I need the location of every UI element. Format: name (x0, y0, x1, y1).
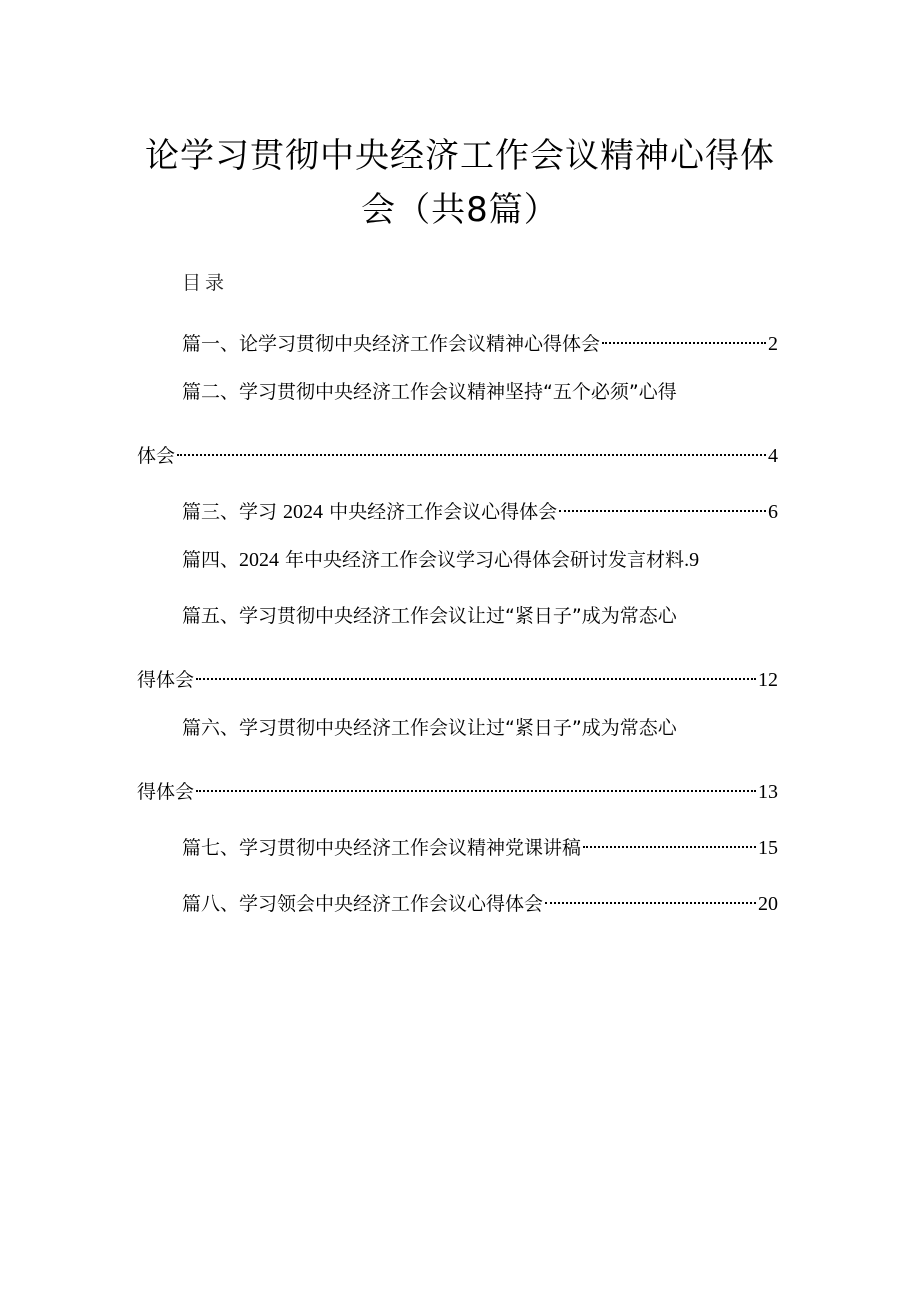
toc-entry-text: 篇六、学习贯彻中央经济工作会议让过“紧日子”成为常态心 (182, 717, 677, 739)
toc-entry-text-prefix: 篇四、 (182, 549, 240, 571)
toc-entry-4[interactable] (182, 546, 699, 574)
toc-entry-text-continued: 得体会 (137, 781, 195, 803)
toc-leader-dots (583, 826, 756, 854)
toc-entry-5-line1[interactable] (182, 602, 677, 630)
toc-entry-year: 2024 (283, 501, 324, 523)
toc-entry-8[interactable] (182, 882, 778, 918)
toc-entry-7[interactable] (182, 826, 778, 862)
toc-entry-2-line2[interactable] (137, 434, 778, 470)
toc-page-number: 15 (758, 837, 778, 859)
document-title-line1: 论学习贯彻中央经济工作会议精神心得体 (145, 136, 775, 176)
toc-entry-text-continued: 体会 (137, 445, 176, 467)
document-title-line2: 会（共8篇） (361, 190, 559, 230)
toc-page-number: 13 (758, 781, 778, 803)
toc-page-number: 2 (768, 333, 778, 355)
toc-page-number: .9 (684, 549, 700, 571)
toc-entry-3[interactable] (182, 490, 778, 526)
toc-page-number: 12 (758, 669, 778, 691)
toc-entry-text: 篇八、学习领会中央经济工作会议心得体会 (182, 893, 544, 915)
toc-leader-dots (559, 490, 766, 518)
toc-leader-dots (196, 658, 756, 686)
toc-entry-5-line2[interactable] (137, 658, 778, 694)
toc-entry-text (182, 546, 684, 574)
toc-entry-text: 篇二、学习贯彻中央经济工作会议精神坚持“五个必须”心得 (182, 381, 677, 403)
toc-entry-text (182, 498, 557, 526)
toc-entry-text-prefix: 篇三、学习 (182, 501, 284, 523)
toc-entry-text-suffix: 中央经济工作会议心得体会 (323, 501, 558, 523)
toc-entry-6-line2[interactable] (137, 770, 778, 806)
toc-entry-text: 篇一、论学习贯彻中央经济工作会议精神心得体会 (182, 333, 601, 355)
toc-entry-1[interactable] (182, 322, 778, 358)
toc-page-number: 20 (758, 893, 778, 915)
toc-leader-dots (602, 322, 766, 350)
toc-entry-2-line1[interactable] (182, 378, 677, 406)
toc-page-number: 6 (768, 501, 778, 523)
toc-entry-text-continued: 得体会 (137, 669, 195, 691)
toc-entry-text: 篇七、学习贯彻中央经济工作会议精神党课讲稿 (182, 837, 582, 859)
toc-leader-dots (545, 882, 756, 910)
toc-leader-dots (177, 434, 766, 462)
toc-entry-text-suffix: 年中央经济工作会议学习心得体会研讨发言材料 (279, 549, 685, 571)
toc-page-number: 4 (768, 445, 778, 467)
toc-entry-6-line1[interactable] (182, 714, 677, 742)
toc-entry-year: 2024 (239, 549, 280, 571)
toc-heading: 目录 (182, 272, 229, 294)
toc-leader-dots (196, 770, 756, 798)
toc-entry-text: 篇五、学习贯彻中央经济工作会议让过“紧日子”成为常态心 (182, 605, 677, 627)
